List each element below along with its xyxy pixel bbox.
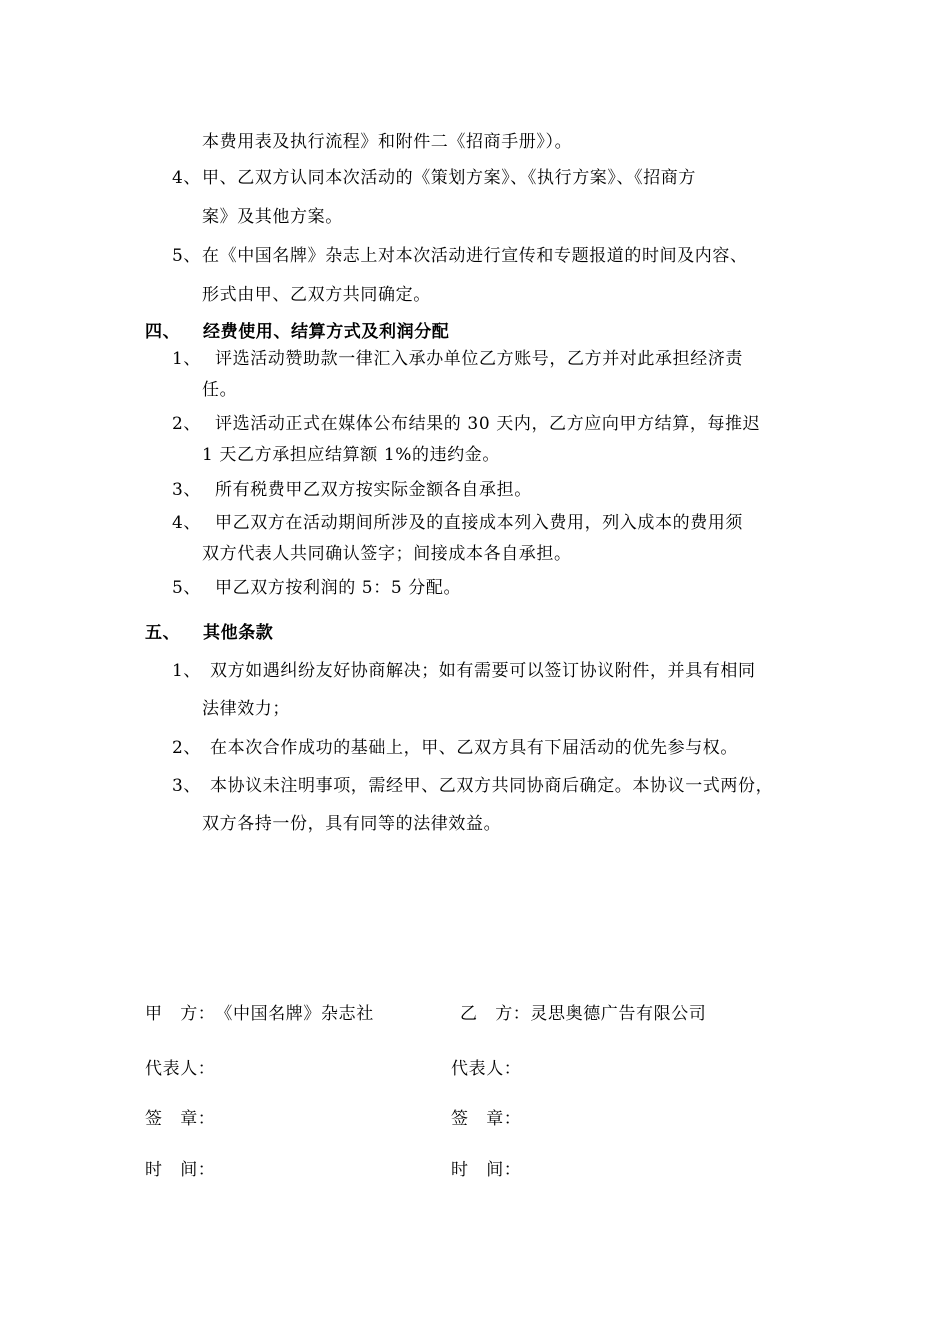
list-item-continuation: 法律效力； [202,699,290,719]
party-a-line: 甲 方：《中国名牌》杂志社 [145,1004,374,1024]
party-b-line: 乙 方：灵思奥德广告有限公司 [460,1004,707,1024]
list-item-continuation: 任。 [202,380,238,400]
party-b-time-label: 时 间： [451,1160,522,1180]
list-item: 2、 评选活动正式在媒体公布结果的 30 天内，乙方应向甲方结算，每推迟 [172,414,761,434]
party-a-time-label: 时 间： [145,1160,216,1180]
list-item: 4、 甲乙双方在活动期间所涉及的直接成本列入费用，列入成本的费用须 [172,513,743,533]
party-b-representative-label: 代表人： [451,1059,522,1079]
list-item: 5、 甲乙双方按利润的 5：5 分配。 [172,578,462,598]
list-item-continuation: 案》及其他方案。 [202,207,343,227]
party-b-seal-label: 签 章： [451,1109,522,1129]
list-item-continuation: 双方各持一份，具有同等的法律效益。 [202,814,502,834]
list-item: 3、 本协议未注明事项，需经甲、乙双方共同协商后确定。本协议一式两份， [172,776,774,796]
list-item: 5、在《中国名牌》杂志上对本次活动进行宣传和专题报道的时间及内容、 [172,246,748,266]
list-item-continuation: 1 天乙方承担应结算额 1%的违约金。 [202,445,500,465]
list-item: 3、 所有税费甲乙双方按实际金额各自承担。 [172,480,532,500]
list-item: 1、 双方如遇纠纷友好协商解决；如有需要可以签订协议附件，并具有相同 [172,661,756,681]
party-a-seal-label: 签 章： [145,1109,216,1129]
list-item: 1、 评选活动赞助款一律汇入承办单位乙方账号，乙方并对此承担经济责 [172,349,743,369]
list-item-continuation: 形式由甲、乙双方共同确定。 [202,285,431,305]
list-item: 2、 在本次合作成功的基础上，甲、乙双方具有下届活动的优先参与权。 [172,738,738,758]
list-item-continuation: 双方代表人共同确认签字；间接成本各自承担。 [202,544,572,564]
list-item: 4、甲、乙双方认同本次活动的《策划方案》、《执行方案》、《招商方 [172,168,696,188]
continuation-line: 本费用表及执行流程》和附件二《招商手册》）。 [202,132,573,152]
section-heading: 四、 经费使用、结算方式及利润分配 [145,322,450,342]
party-a-representative-label: 代表人： [145,1059,216,1079]
section-heading: 五、 其他条款 [145,623,274,643]
